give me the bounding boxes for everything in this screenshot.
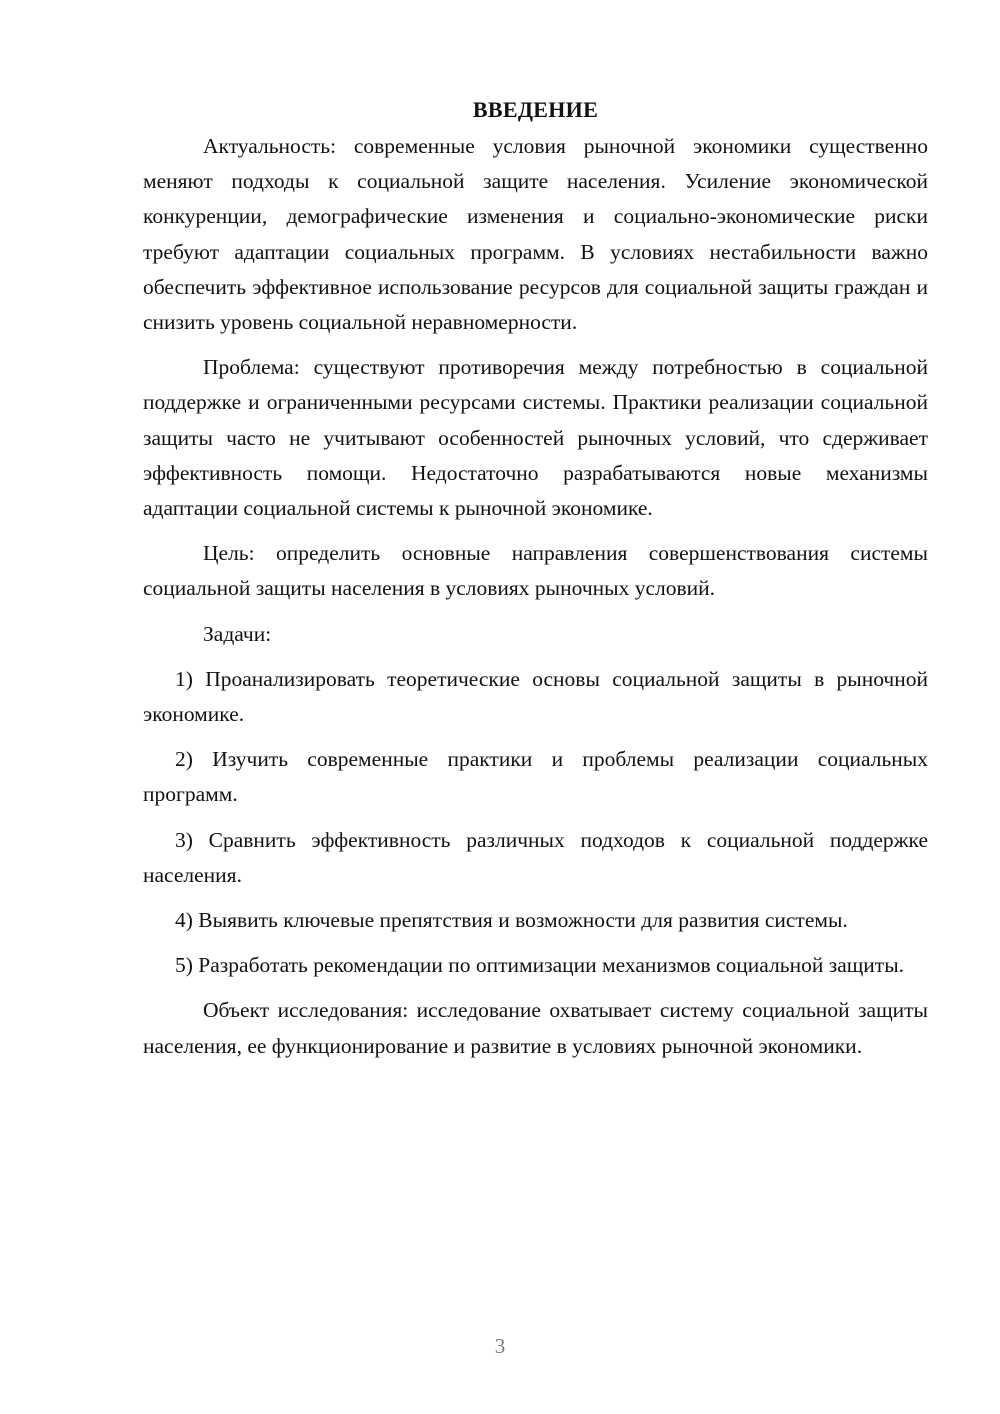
relevance-paragraph: Актуальность: современные условия рыночной экономики существенно меняют подходы к социальной защите населения. Усиление экономической конкуренции, демографические изменения и социально-экономические риски требуют адаптации социальных программ. В условиях нестабильности важно обеспечить эффективное использование ресурсов для социальной защиты граждан и снизить уровень социальной неравномерности. xyxy=(143,134,928,335)
tasks-label: Задачи: xyxy=(203,621,272,646)
page-number: 3 xyxy=(494,1334,506,1358)
task-item: 1) Проанализировать теоретические основы социальной защиты в рыночной экономике. xyxy=(143,666,928,727)
task-item: 3) Сравнить эффективность различных подходов к социальной поддержке населения. xyxy=(143,827,928,887)
task-item: 2) Изучить современные практики и проблемы реализации социальных программ. xyxy=(143,747,928,807)
document-page xyxy=(143,92,928,1074)
section-title: ВВЕДЕНИЕ xyxy=(472,97,599,122)
task-item: 5) Разработать рекомендации по оптимизации механизмов социальной защиты. xyxy=(175,953,905,978)
task-item: 4) Выявить ключевые препятствия и возможности для развития системы. xyxy=(175,908,848,933)
object-paragraph: Объект исследования: исследование охватывает систему социальной защиты населения, ее функционирование и развитие в условиях рыночной экономики. xyxy=(143,998,928,1058)
goal-paragraph: Цель: определить основные направления совершенствования системы социальной защиты населения в условиях рыночных условий. xyxy=(143,541,928,601)
problem-paragraph: Проблема: существуют противоречия между потребностью в социальной поддержке и ограниченными ресурсами системы. Практики реализации социальной защиты часто не учитывают особенностей рыночных условий, что сдерживает эффективность помощи. Недостаточно разрабатываются новые механизмы адаптации социальной системы к рыночной экономике. xyxy=(143,355,928,521)
